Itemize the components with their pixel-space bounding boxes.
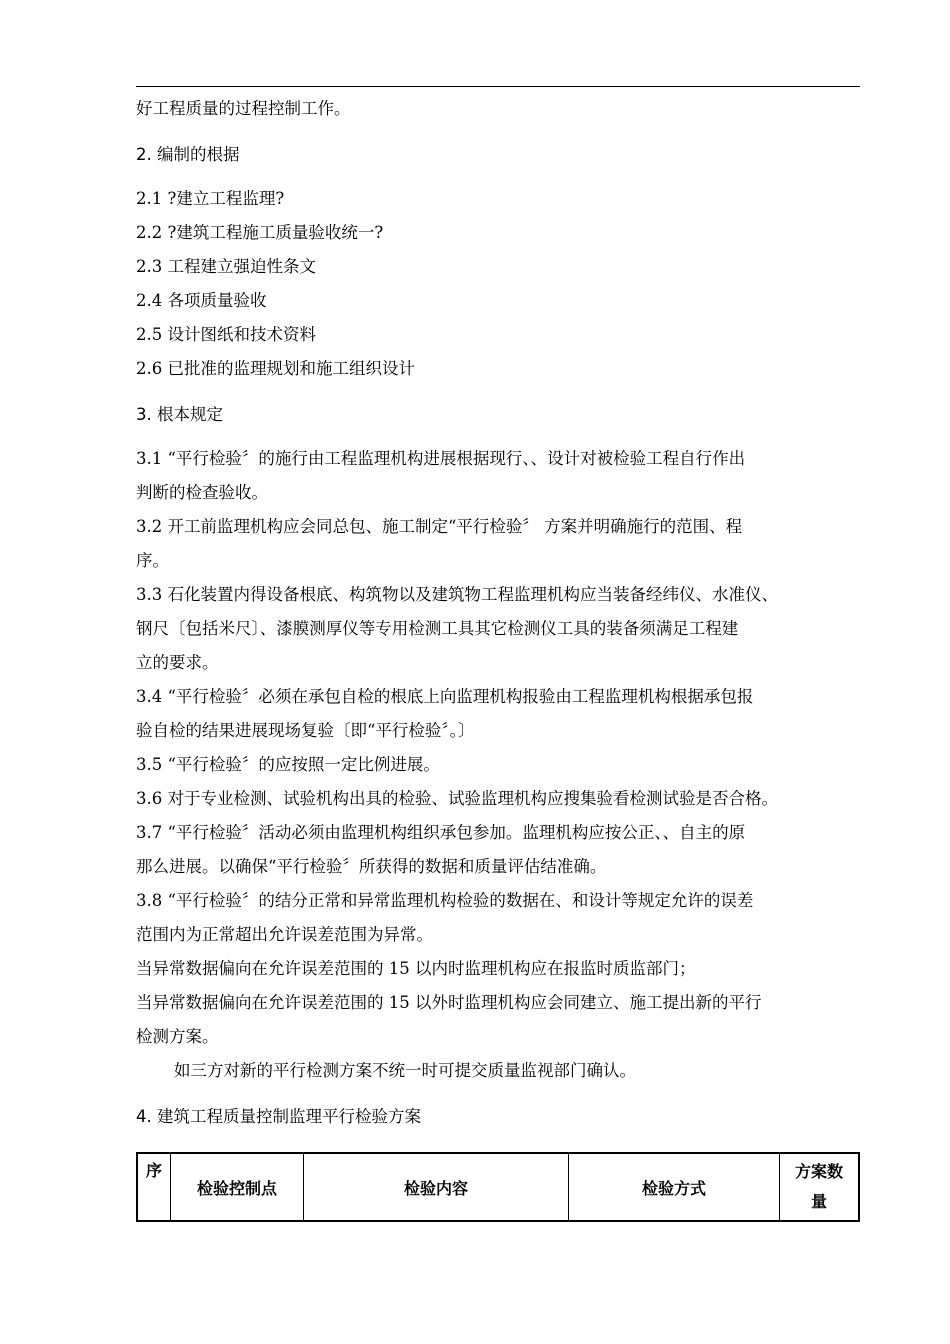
paragraph-disagreement: 如三方对新的平行检测方案不统一时可提交质量监视部门确认。	[174, 1061, 636, 1080]
paragraph-3-6: 3.6 对于专业检测、试验机构出具的检验、试验监理机构应搜集验看检测试验是否合格。	[136, 789, 778, 808]
paragraph-3-8-line-2: 范围内为正常超出允许误差范围为异常。	[136, 925, 433, 944]
paragraph-3-8-line-1: 3.8 “平行检验〞的结分正常和异常监理机构检验的数据在、和设计等规定允许的误差	[136, 891, 754, 910]
header-content: 检验内容	[304, 1153, 569, 1221]
list-item: 2.2 ?建筑工程施工质量验收统一?	[136, 223, 384, 242]
paragraph-3-3-line-1: 3.3 石化装置内得设备根底、构筑物以及建筑物工程监理机构应当装备经纬仪、水准仪、	[136, 585, 778, 604]
section-2-heading: 2. 编制的根据	[136, 145, 240, 164]
header-rule	[136, 86, 860, 87]
paragraph-3-3-line-3: 立的要求。	[136, 653, 219, 672]
paragraph-3-4-line-2: 验自检的结果进展现场复验〔即“平行检验〞。〕	[136, 721, 475, 740]
list-item: 2.3 工程建立强迫性条文	[136, 257, 316, 276]
paragraph-3-3-line-2: 钢尺〔包括米尺〕、漆膜测厚仪等专用检测工具其它检测仪工具的装备须满足工程建	[136, 619, 739, 638]
paragraph-3-7-line-2: 那么进展。以确保“平行检验〞所获得的数据和质量评估结准确。	[136, 857, 607, 876]
header-plan-quantity-line-2: 量	[810, 1192, 827, 1211]
header-seq: 序	[137, 1153, 171, 1221]
list-item: 2.1 ?建立工程监理?	[136, 189, 285, 208]
header-plan-quantity-line-1: 方案数	[794, 1162, 843, 1181]
paragraph-abnormal-beyond-line-1: 当异常数据偏向在允许误差范围的 15 以外时监理机构应会同建立、施工提出新的平行	[136, 993, 762, 1012]
header-plan-quantity	[780, 1153, 860, 1221]
header-method: 检验方式	[569, 1153, 780, 1221]
list-item: 2.6 已批准的监理规划和施工组织设计	[136, 359, 415, 378]
inspection-plan-table	[136, 1152, 860, 1222]
paragraph-3-1-line-1: 3.1 “平行检验〞的施行由工程监理机构进展根据现行、、设计对被检验工程自行作出	[136, 449, 746, 468]
paragraph-3-4-line-1: 3.4 “平行检验〞必须在承包自检的根底上向监理机构报验由工程监理机构根据承包报	[136, 687, 754, 706]
header-control-point: 检验控制点	[171, 1153, 304, 1221]
paragraph-3-7-line-1: 3.7 “平行检验〞活动必须由监理机构组织承包参加。监理机构应按公正、、自主的原	[136, 823, 746, 842]
list-item: 2.4 各项质量验收	[136, 291, 267, 310]
section-4-heading: 4. 建筑工程质量控制监理平行检验方案	[136, 1107, 421, 1126]
paragraph-abnormal-within: 当异常数据偏向在允许误差范围的 15 以内时监理机构应在报监时质监部门；	[136, 959, 696, 978]
paragraph-3-1-line-2: 判断的检查验收。	[136, 483, 268, 502]
paragraph-3-2-line-1: 3.2 开工前监理机构应会同总包、施工制定“平行检验〞 方案并明确施行的范围、程	[136, 517, 743, 536]
section-3-heading: 3. 根本规定	[136, 405, 223, 424]
list-item: 2.5 设计图纸和技术资料	[136, 325, 316, 344]
intro-line: 好工程质量的过程控制工作。	[136, 99, 351, 118]
document-body	[136, 92, 862, 1134]
paragraph-3-2-line-2: 序。	[136, 551, 169, 570]
paragraph-abnormal-beyond-line-2: 检测方案。	[136, 1027, 219, 1046]
table-header-row	[137, 1153, 859, 1221]
paragraph-3-5: 3.5 “平行检验〞的应按照一定比例进展。	[136, 755, 440, 774]
